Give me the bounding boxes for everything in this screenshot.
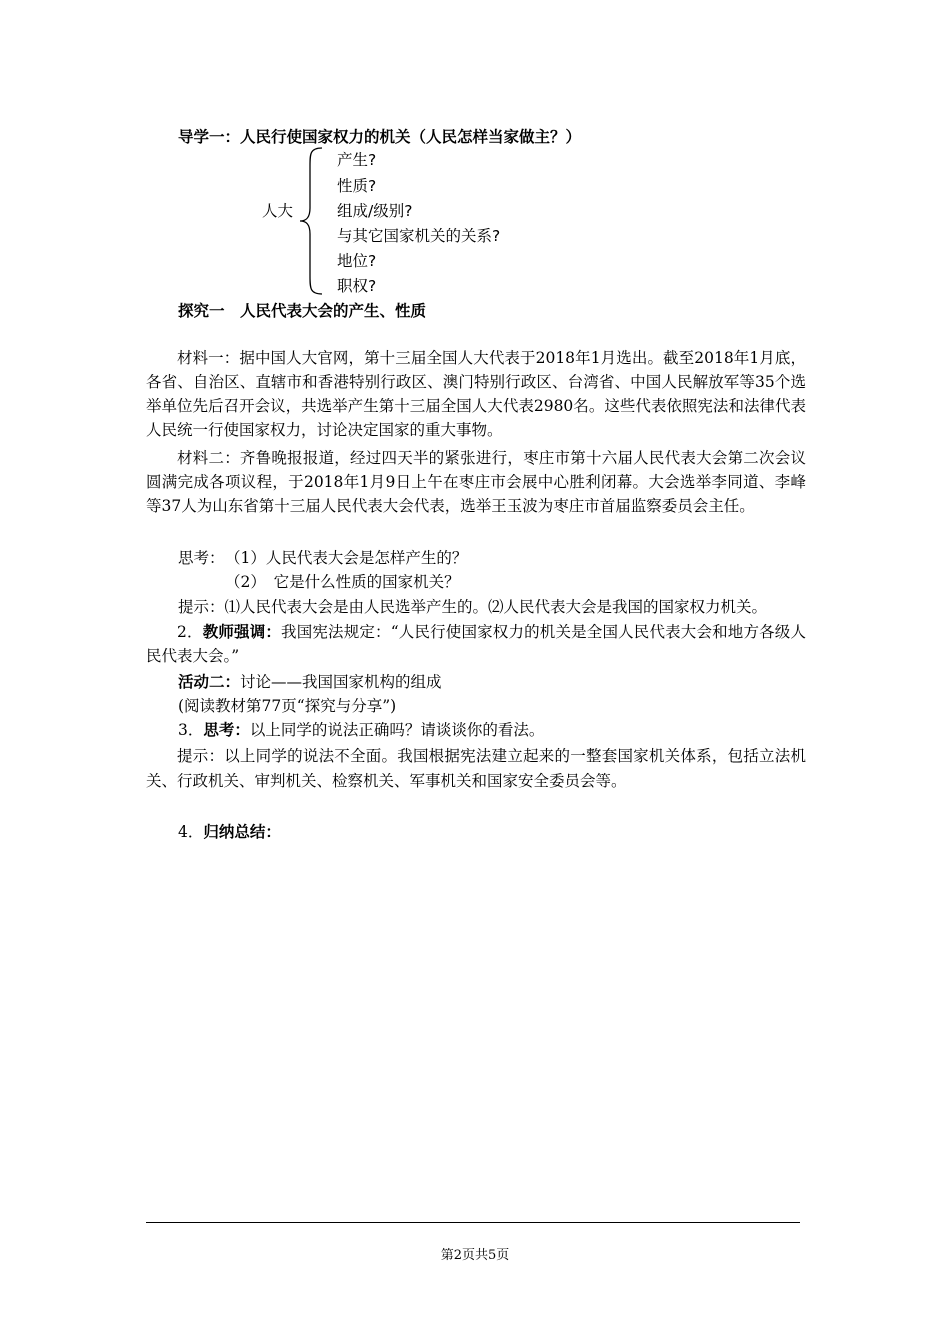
summary-number: 4． [178, 823, 204, 841]
guide-item: 产生? [337, 151, 377, 169]
material-two: 材料二：齐鲁晚报报道，经过四天半的紧张进行，枣庄市第十六届人民代表大会第二次会议圆满完成各项议程，于2018年1月9日上午在枣庄市会展中心胜利闭幕。大会选举李同道、李峰等37人为山东省第十三届人民代表大会代表，选举王玉波为枣庄市首届监察委员会主任。 [146, 449, 806, 515]
activity-two [178, 670, 442, 694]
guide-item: 组成/级别? [337, 202, 413, 220]
q3-number: 3． [178, 721, 204, 739]
curly-brace-icon [296, 146, 326, 296]
think-question-1: （1）人民代表大会是怎样产生的？ [225, 549, 468, 567]
hint-one: 提示：⑴人民代表大会是由人民选举产生的。⑵人民代表大会是我国的国家权力机关。 [178, 598, 768, 616]
teacher-number: 2． [177, 623, 203, 641]
guide-item: 与其它国家机关的关系? [337, 227, 501, 245]
guide-center-label: 人大 [262, 202, 294, 220]
summary-label: 归纳总结： [203, 823, 281, 841]
teacher-emphasis [146, 620, 806, 668]
guide-heading: 导学一：人民行使国家权力的机关（人民怎样当家做主？） [178, 128, 582, 146]
q3-label: 思考： [203, 721, 250, 739]
material-one: 材料一：据中国人大官网，第十三届全国人大代表于2018年1月选出。截至2018年1月底，各省、自治区、直辖市和香港特别行政区、澳门特别行政区、台湾省、中国人民解放军等35个选举单位先后召开会议，共选举产生第十三届全国人大代表2980名。这些代表依照宪法和法律代表人民统一行使国家权力，讨论决定国家的重大事物。 [146, 349, 806, 439]
hint-two: 提示：以上同学的说法不全面。我国根据宪法建立起来的一整套国家机关体系，包括立法机关、行政机关、审判机关、检察机关、军事机关和国家安全委员会等。 [146, 747, 806, 790]
summary [178, 820, 281, 844]
question-three [178, 718, 544, 742]
guide-item: 性质? [337, 177, 377, 195]
guide-item: 职权? [337, 277, 377, 295]
think-question-2: （2） 它是什么性质的国家机关？ [225, 573, 460, 591]
q3-text: 以上同学的说法正确吗？请谈谈你的看法。 [249, 721, 545, 739]
reading-reference: (阅读教材第77页“探究与分享”) [178, 697, 397, 715]
guide-item: 地位? [337, 252, 377, 270]
teacher-label: 教师强调： [202, 623, 282, 641]
explore-heading: 探究一 人民代表大会的产生、性质 [178, 302, 427, 320]
teacher-text: 我国宪法规定：“人民行使国家权力的机关是全国人民代表大会和地方各级人民代表大会。” [146, 623, 806, 665]
activity-two-label: 活动二： [178, 673, 241, 691]
think-label: 思考： [178, 549, 225, 567]
footer-rule [146, 1222, 800, 1223]
page-number: 第2页共5页 [440, 1248, 510, 1263]
activity-two-text: 讨论——我国国家机构的组成 [240, 673, 442, 691]
